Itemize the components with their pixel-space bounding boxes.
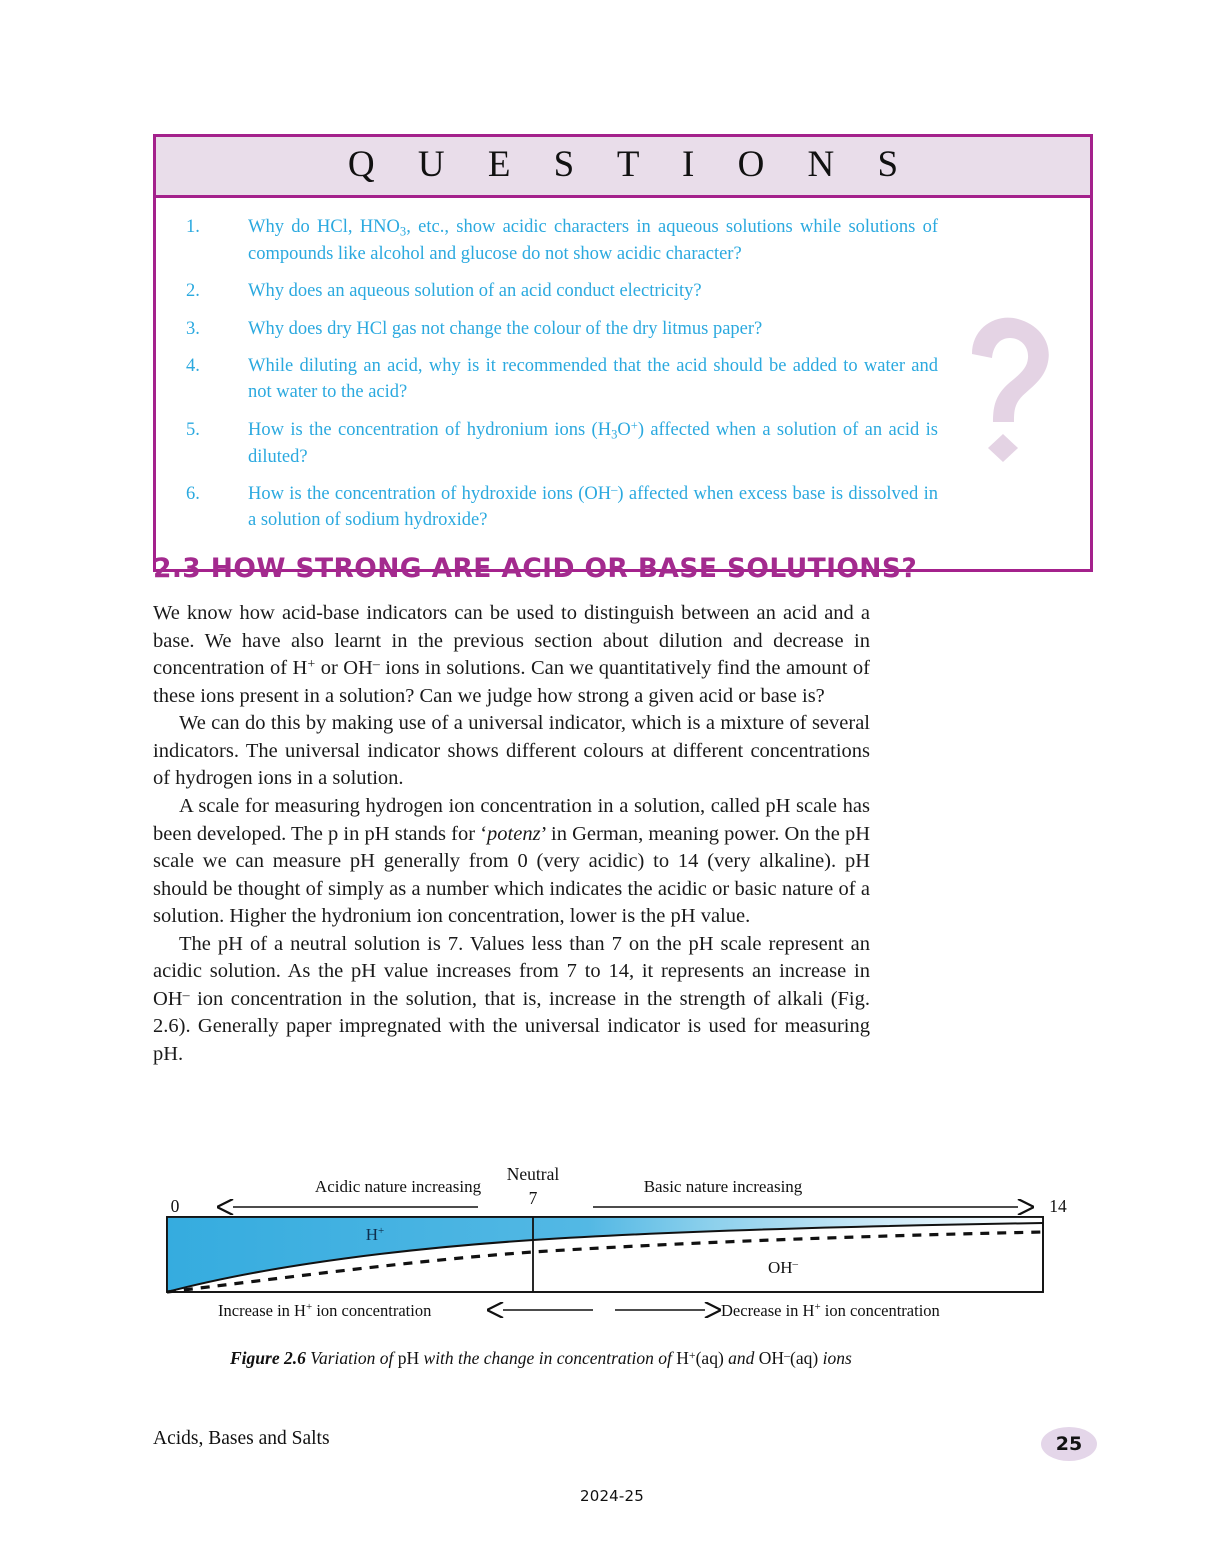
ph-scale-figure <box>153 1160 1083 1360</box>
question-number: 1. <box>186 216 200 237</box>
ph-scale-box <box>167 1217 1043 1292</box>
question-number: 4. <box>186 356 200 377</box>
footer-chapter-title: Acids, Bases and Salts <box>153 1428 330 1449</box>
question-item <box>186 278 1060 304</box>
h-plus-region-label: H+ <box>365 1225 385 1244</box>
ph-max-label: 14 <box>1049 1196 1067 1216</box>
paragraph: We can do this by making use of a universal indicator, which is a mixture of several indicators. The universal indicator shows different colours at different concentrations of hydrogen ions in a solution. <box>153 712 870 790</box>
page-number-badge: 25 <box>1041 1427 1097 1461</box>
question-item <box>186 481 1060 534</box>
question-number: 2. <box>186 281 200 302</box>
oh-minus-region-label: OH– <box>767 1258 799 1277</box>
acidic-increasing-label: Acidic nature increasing <box>314 1177 482 1196</box>
neutral-value-label: 7 <box>528 1188 538 1208</box>
ph-min-label: 0 <box>170 1196 180 1216</box>
questions-list <box>186 214 1060 534</box>
footer-year: 2024-25 <box>579 1487 645 1505</box>
questions-body <box>156 198 1090 569</box>
question-text: Why does dry HCl gas not change the colour of the dry litmus paper? <box>248 318 763 339</box>
question-text: While diluting an acid, why is it recommended that the acid should be added to water and not water to the acid? <box>248 356 938 403</box>
decrease-h-label: Decrease in H+ ion concentration <box>721 1301 940 1320</box>
paragraph: The pH of a neutral solution is 7. Values less than 7 on the pH scale represent an acidic solution. As the pH value increases from 7 to 14, it represents an increase in OH– ion concentration in the solution, that is, increase in the strength of alkali (Fig. 2.6). Generally paper impregnated with the universal indicator is used for measuring pH. <box>153 932 870 1065</box>
question-item <box>186 417 1060 471</box>
questions-header <box>156 137 1090 198</box>
question-item <box>186 214 1060 268</box>
questions-box <box>153 134 1093 572</box>
figure-number: Figure 2.6 <box>230 1348 306 1368</box>
question-text: Why does an aqueous solution of an acid conduct electricity? <box>248 281 702 302</box>
ph-scale-diagram <box>153 1160 1083 1345</box>
increase-h-label: Increase in H+ ion concentration <box>218 1301 432 1320</box>
question-number: 6. <box>186 484 200 505</box>
paragraph: A scale for measuring hydrogen ion concentration in a solution, called pH scale has been developed. The p in pH stands for ‘potenz’ in German, meaning power. On the pH scale we can measure pH generally from 0 (very acidic) to 14 (very alkaline). pH should be thought of simply as a number which indicates the acidic or basic nature of a solution. Higher the hydronium ion concentration, lower is the pH value. <box>153 794 871 928</box>
basic-increasing-label: Basic nature increasing <box>643 1177 803 1196</box>
figure-caption <box>230 1348 1090 1369</box>
neutral-title-label: Neutral <box>506 1164 560 1184</box>
section-heading: 2.3 HOW STRONG ARE ACID OR BASE SOLUTIONS? <box>153 553 918 584</box>
section-body <box>153 600 870 1069</box>
paragraph: We know how acid-base indicators can be used to distinguish between an acid and a base. We have also learnt in the previous section about dilution and decrease in concentration of H+ or OH– ions in solutions. Can we quantitatively find the amount of these ions present in a solution? Can we judge how strong a given acid or base is? <box>153 602 870 707</box>
question-text: Why do HCl, $HNO_3$, etc., show acidic characters in aqueous solutions while solutions of compounds like alcohol and glucose do not show acidic character? <box>248 216 938 265</box>
question-item <box>186 353 1060 406</box>
question-number: 5. <box>186 419 200 440</box>
question-text: How is the concentration of hydronium ions $(H_3O^+)$ affected when a solution of an acid is diluted? <box>248 418 939 467</box>
question-number: 3. <box>186 318 200 339</box>
questions-title: Q U E S T I O N S <box>347 144 916 185</box>
question-text: How is the concentration of hydroxide ions (OH–) affected when excess base is dissolved in a solution of sodium hydroxide? <box>248 482 939 531</box>
question-item <box>186 316 1060 342</box>
figure-caption-text: Variation of pH with the change in concentration of H+(aq) and OH–(aq) ions <box>310 1348 852 1368</box>
